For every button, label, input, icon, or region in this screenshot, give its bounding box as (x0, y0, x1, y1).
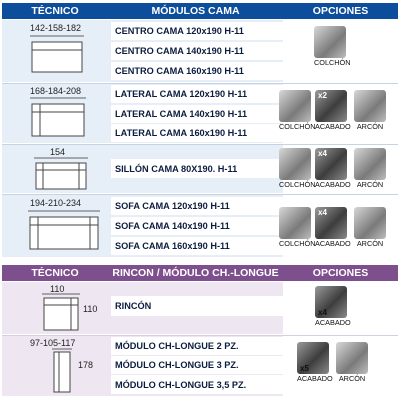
item-lateral-160: LATERAL CAMA 160x190 H-11 (111, 124, 283, 142)
item-sillon-cama: SILLÓN CAMA 80X190. H-11 (111, 159, 283, 178)
header-rincon-modulo: RINCON / MÓDULO CH.-LONGUE (112, 267, 279, 279)
group-sofa (2, 195, 398, 257)
tech-drawing-centro (4, 20, 108, 82)
group-ch-longue (2, 336, 398, 396)
item-centro-160: CENTRO CAMA 160x190 H-11 (111, 62, 283, 80)
tech-drawing-lateral (4, 84, 108, 143)
dims-label: 194-210-234 (30, 198, 82, 208)
mattress-icon (279, 90, 311, 122)
finish-swatch-icon: x4 (315, 148, 347, 180)
storage-chest-icon (354, 148, 386, 180)
dims-side-label: 110 (83, 304, 98, 314)
finish-swatch-icon: x4 (315, 286, 347, 318)
option-acabado: x4 ACABADO (315, 208, 351, 248)
option-acabado: x4 ACABADO (315, 149, 351, 189)
finish-swatch-icon: x2 (315, 90, 347, 122)
option-colchon: COLCHÓN (279, 148, 316, 189)
option-acabado: x4 ACABADO (315, 286, 351, 327)
storage-chest-icon (336, 342, 368, 374)
dims-side-label: 178 (78, 360, 94, 370)
section1-header (2, 3, 398, 19)
dims-top-label: 97-105-117 (30, 338, 76, 348)
mattress-icon (314, 26, 346, 58)
storage-chest-icon (354, 90, 386, 122)
option-colchon: COLCHÓN (279, 207, 316, 248)
tech-drawing-sillon (4, 145, 108, 193)
tech-drawing-sofa (4, 195, 108, 257)
item-lateral-120: LATERAL CAMA 120x190 H-11 (111, 85, 283, 103)
item-sofa-140: SOFA CAMA 140x190 H-11 (111, 217, 283, 235)
header-modulos-cama: MÓDULOS CAMA (151, 5, 240, 17)
section2-header (2, 265, 398, 281)
item-sofa-120: SOFA CAMA 120x190 H-11 (111, 197, 283, 215)
option-arcon: ARCÓN (354, 207, 386, 248)
option-colchon: COLCHÓN (314, 26, 351, 67)
option-colchon: COLCHÓN (279, 90, 316, 131)
dims-label: 168-184-208 (30, 86, 82, 96)
storage-chest-icon (354, 207, 386, 239)
dims-label: 154 (50, 147, 66, 157)
header-tecnico: TÉCNICO (31, 267, 79, 279)
mattress-icon (279, 207, 311, 239)
item-ch-longue-3pz: MÓDULO CH-LONGUE 3 PZ. (111, 356, 283, 374)
item-lateral-140: LATERAL CAMA 140x190 H-11 (111, 105, 283, 123)
header-tecnico: TÉCNICO (31, 5, 79, 17)
mattress-icon (279, 148, 311, 180)
group-rincon (2, 282, 398, 334)
group-lateral (2, 84, 398, 143)
item-centro-140: CENTRO CAMA 140x190 H-11 (111, 42, 283, 60)
option-acabado: x2 ACABADO (315, 91, 351, 131)
option-arcon: ARCÓN (354, 90, 386, 131)
item-centro-120: CENTRO CAMA 120x190 H-11 (111, 22, 283, 40)
item-rincon: RINCÓN (111, 296, 283, 316)
header-opciones: OPCIONES (312, 267, 369, 279)
item-ch-longue-35pz: MÓDULO CH-LONGUE 3,5 PZ. (111, 375, 283, 394)
finish-swatch-icon: x4 (315, 207, 347, 239)
header-opciones: OPCIONES (312, 5, 369, 17)
item-sofa-160: SOFA CAMA 160x190 H-11 (111, 237, 283, 255)
group-centro (2, 20, 398, 82)
group-sillon (2, 145, 398, 193)
option-arcon: ARCÓN (354, 148, 386, 189)
tech-drawing-rincon (4, 282, 108, 334)
tech-drawing-ch-longue (4, 336, 108, 396)
option-arcon: ARCÓN (336, 342, 368, 383)
item-ch-longue-2pz: MÓDULO CH-LONGUE 2 PZ. (111, 337, 283, 355)
dims-label: 142-158-182 (30, 23, 82, 33)
option-acabado: x5 ACABADO (297, 342, 333, 383)
dims-top-label: 110 (50, 284, 65, 294)
finish-swatch-icon: x5 (297, 342, 329, 374)
